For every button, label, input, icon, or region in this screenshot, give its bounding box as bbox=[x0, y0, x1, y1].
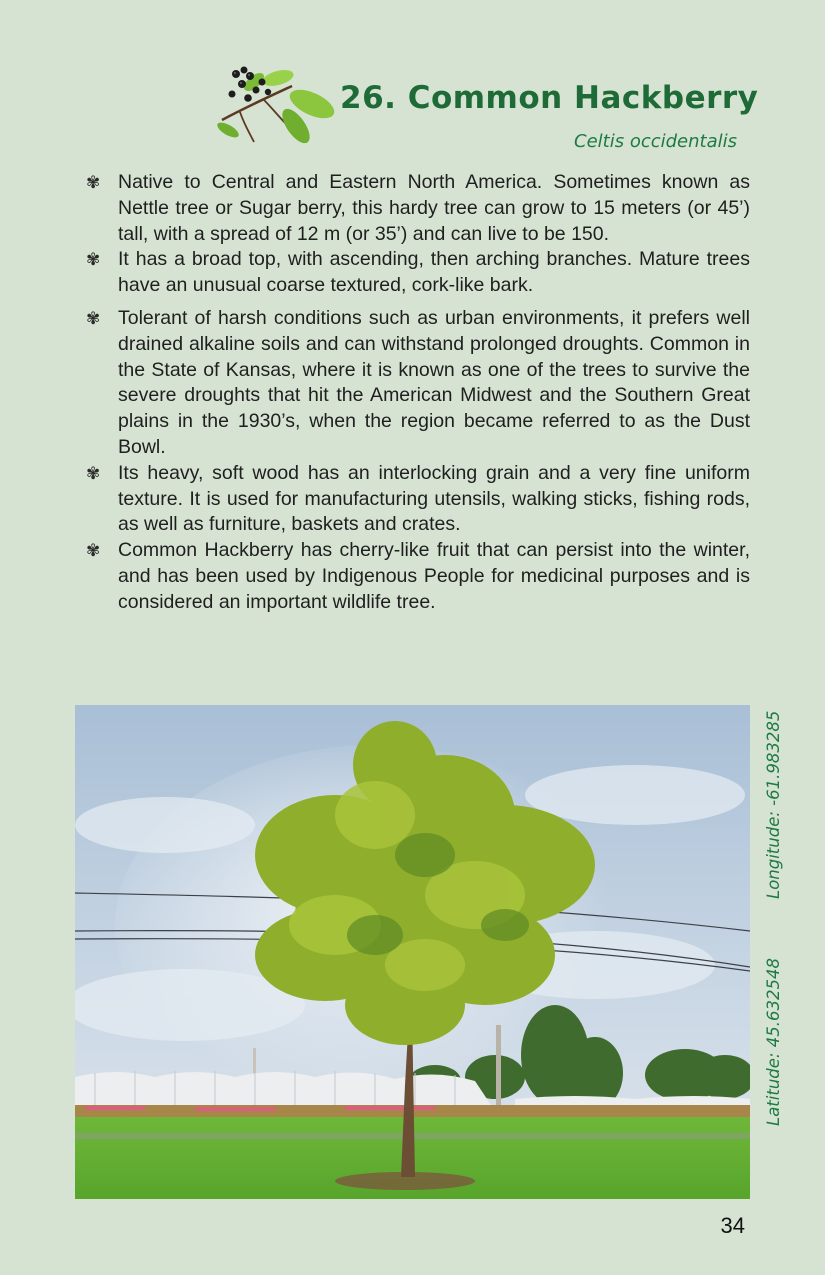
latin-name: Celtis occidentalis bbox=[574, 131, 737, 152]
flower-bullet-icon: ✾ bbox=[86, 541, 101, 561]
tree-photo bbox=[75, 705, 750, 1199]
fact-list bbox=[86, 170, 750, 616]
page-number: 34 bbox=[720, 1213, 745, 1238]
list-item bbox=[86, 247, 750, 299]
flower-bullet-icon: ✾ bbox=[86, 250, 101, 270]
hackberry-sprig-icon bbox=[214, 64, 338, 150]
latitude-label: Latitude: 45.632548 bbox=[764, 958, 783, 1126]
flower-bullet-icon: ✾ bbox=[86, 173, 101, 192]
list-item bbox=[86, 538, 750, 615]
list-item-text: Native to Central and Eastern North America. Sometimes known as Nettle tree or Sugar berry, this hardy tree can grow to 15 meters (or 45’) tall, with a spread of 12 m (or 35’) and can live to be 150. bbox=[118, 171, 750, 245]
list-item-text: Tolerant of harsh conditions such as urban environments, it prefers well drained alkaline soils and can withstand prolonged droughts. Common in the State of Kansas, where it is known as one of the trees to survive the severe droughts that hit the American Midwest and the Southern Great plains in the 1930’s, when the region became referred to as the Dust Bowl. bbox=[118, 306, 750, 458]
flower-bullet-icon: ✾ bbox=[86, 463, 101, 483]
list-item bbox=[86, 461, 750, 538]
flower-bullet-icon: ✾ bbox=[86, 308, 101, 328]
list-item bbox=[86, 170, 750, 247]
page-title: 26. Common Hackberry bbox=[340, 80, 759, 116]
list-item-text: It has a broad top, with ascending, then arching branches. Mature trees have an unusual coarse textured, cork-like bark. bbox=[118, 248, 750, 297]
list-item bbox=[86, 306, 750, 461]
list-item-text: Its heavy, soft wood has an interlocking grain and a very fine uniform texture. It is used for manufacturing utensils, walking sticks, fishing rods, as well as furniture, baskets and crates. bbox=[118, 461, 750, 536]
list-item-text: Common Hackberry has cherry-like fruit that can persist into the winter, and has been used by Indigenous People for medicinal purposes and is considered an important wildlife tree. bbox=[118, 539, 750, 613]
longitude-label: Longitude: -61.983285 bbox=[764, 710, 783, 899]
